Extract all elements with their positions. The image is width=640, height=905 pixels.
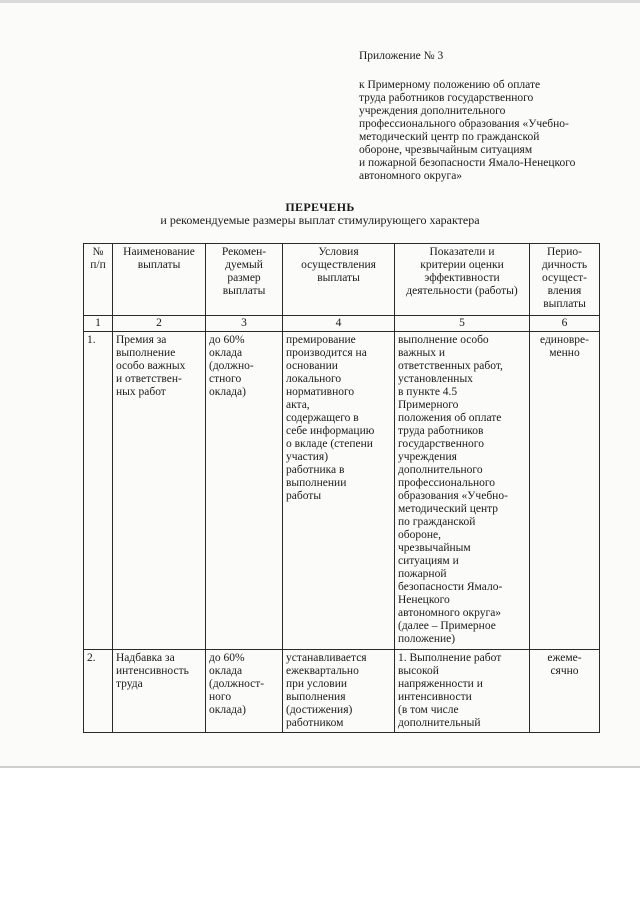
- payment-name: Надбавка за интенсивность труда: [113, 650, 206, 733]
- table-header-row: [84, 244, 600, 316]
- row-number: 2.: [84, 650, 113, 733]
- annex-number: Приложение № 3: [359, 50, 444, 62]
- column-number: 6: [530, 316, 600, 332]
- document-title: ПЕРЕЧЕНЬ: [285, 200, 355, 214]
- header-conditions: Условия осуществления выплаты: [283, 244, 395, 316]
- payment-conditions: премирование производится на основании локального нормативного акта, содержащего в себе информацию о вкладе (степени участия) работника в выполнении работы: [283, 332, 395, 650]
- header-number: № п/п: [84, 244, 113, 316]
- table-row: [84, 650, 600, 733]
- document-subtitle: и рекомендуемые размеры выплат стимулирующего характера: [160, 213, 480, 227]
- recommended-size: до 60% оклада (должно- стного оклада): [206, 332, 283, 650]
- table-row: [84, 332, 600, 650]
- payments-table: [83, 243, 600, 733]
- recommended-size: до 60% оклада (должност- ного оклада): [206, 650, 283, 733]
- header-recommended-size: Рекомен- дуемый размер выплаты: [206, 244, 283, 316]
- header-periodicity: Перио- дичность осущест- вления выплаты: [530, 244, 600, 316]
- scan-bottom-edge: [0, 766, 640, 768]
- column-number: 1: [84, 316, 113, 332]
- scan-top-edge: [0, 0, 640, 3]
- header-payment-name: Наименование выплаты: [113, 244, 206, 316]
- column-number-row: [84, 316, 600, 332]
- payment-periodicity: единовре- менно: [530, 332, 600, 650]
- payment-periodicity: ежеме- сячно: [530, 650, 600, 733]
- column-number: 4: [283, 316, 395, 332]
- annex-text: к Примерному положению об оплате труда работников государственного учреждения дополнительного профессионального образования «Учебно- методический центр по гражданской обороне, чрезвычайным ситуациям и пожарной безопасности Ямало-Ненецкого автономного округа»: [359, 79, 576, 182]
- column-number: 2: [113, 316, 206, 332]
- payment-conditions: устанавливается ежеквартально при условии выполнения (достижения) работником: [283, 650, 395, 733]
- annex-header: [359, 50, 619, 183]
- header-criteria: Показатели и критерии оценки эффективности деятельности (работы): [395, 244, 530, 316]
- payment-name: Премия за выполнение особо важных и ответствен- ных работ: [113, 332, 206, 650]
- column-number: 3: [206, 316, 283, 332]
- evaluation-criteria: выполнение особо важных и ответственных работ, установленных в пункте 4.5 Примерного положения об оплате труда работников государственного учреждения дополнительного профессионального образования «Учебно- методический центр по гражданской обороне, чрезвычайным ситуациям и пожарной безопасности Ямало- Ненецкого автономного округа» (далее – Примерное положение): [395, 332, 530, 650]
- row-number: 1.: [84, 332, 113, 650]
- column-number: 5: [395, 316, 530, 332]
- evaluation-criteria: 1. Выполнение работ высокой напряженности и интенсивности (в том числе дополнительный: [395, 650, 530, 733]
